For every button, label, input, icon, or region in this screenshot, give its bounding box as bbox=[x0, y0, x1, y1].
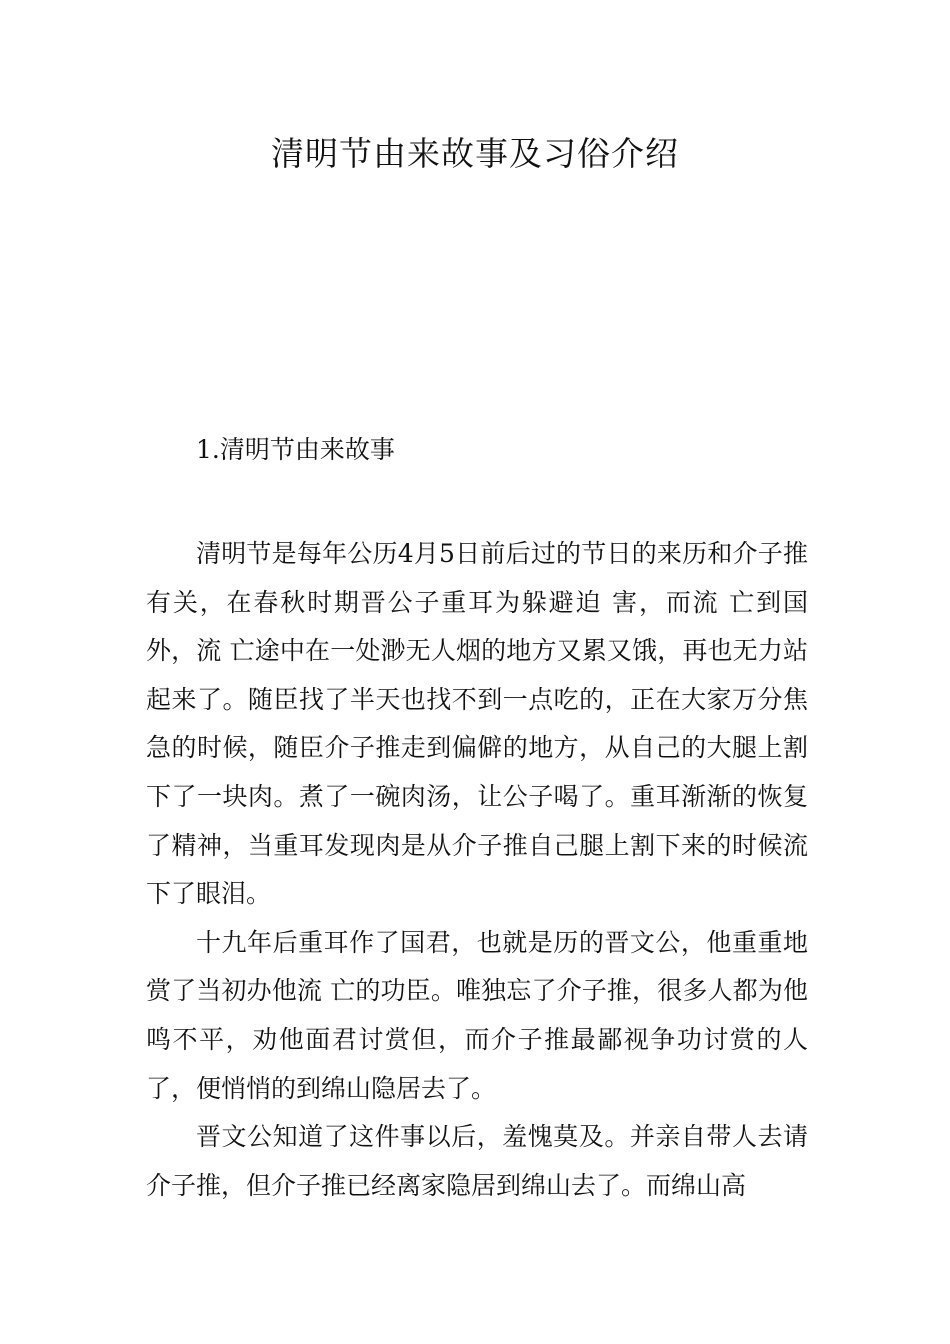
section-heading: 1.清明节由来故事 bbox=[196, 435, 395, 464]
paragraph: 十九年后重耳作了国君，也就是历的晋文公，他重重地赏了当初办他流 亡的功臣。唯独忘了介子推，很多人都为他鸣不平，劝他面君讨赏但，而介子推最鄙视争功讨赏的人了，便悄悄的到绵山隐居去了。 bbox=[146, 927, 808, 1103]
paragraph: 清明节是每年公历4月5日前后过的节日的来历和介子推有关，在春秋时期晋公子重耳为躲避迫 害，而流 亡到国外，流 亡途中在一处渺无人烟的地方又累又饿，再也无力站起来了。随臣找了半天也找不到一点吃的，正在大家万分焦急的时候，随臣介子推走到偏僻的地方，从自己的大腿上割下了一块肉。煮了一碗肉汤，让公子喝了。重耳渐渐的恢复了精神，当重耳发现肉是从介子推自己腿上割下来的时候流下了眼泪。 bbox=[146, 539, 808, 909]
body-text bbox=[146, 530, 808, 1210]
document-title: 清明节由来故事及习俗介绍 bbox=[271, 134, 679, 173]
paragraph: 晋文公知道了这件事以后，羞愧莫及。并亲自带人去请介子推，但介子推已经离家隐居到绵山去了。而绵山高 bbox=[146, 1122, 808, 1200]
